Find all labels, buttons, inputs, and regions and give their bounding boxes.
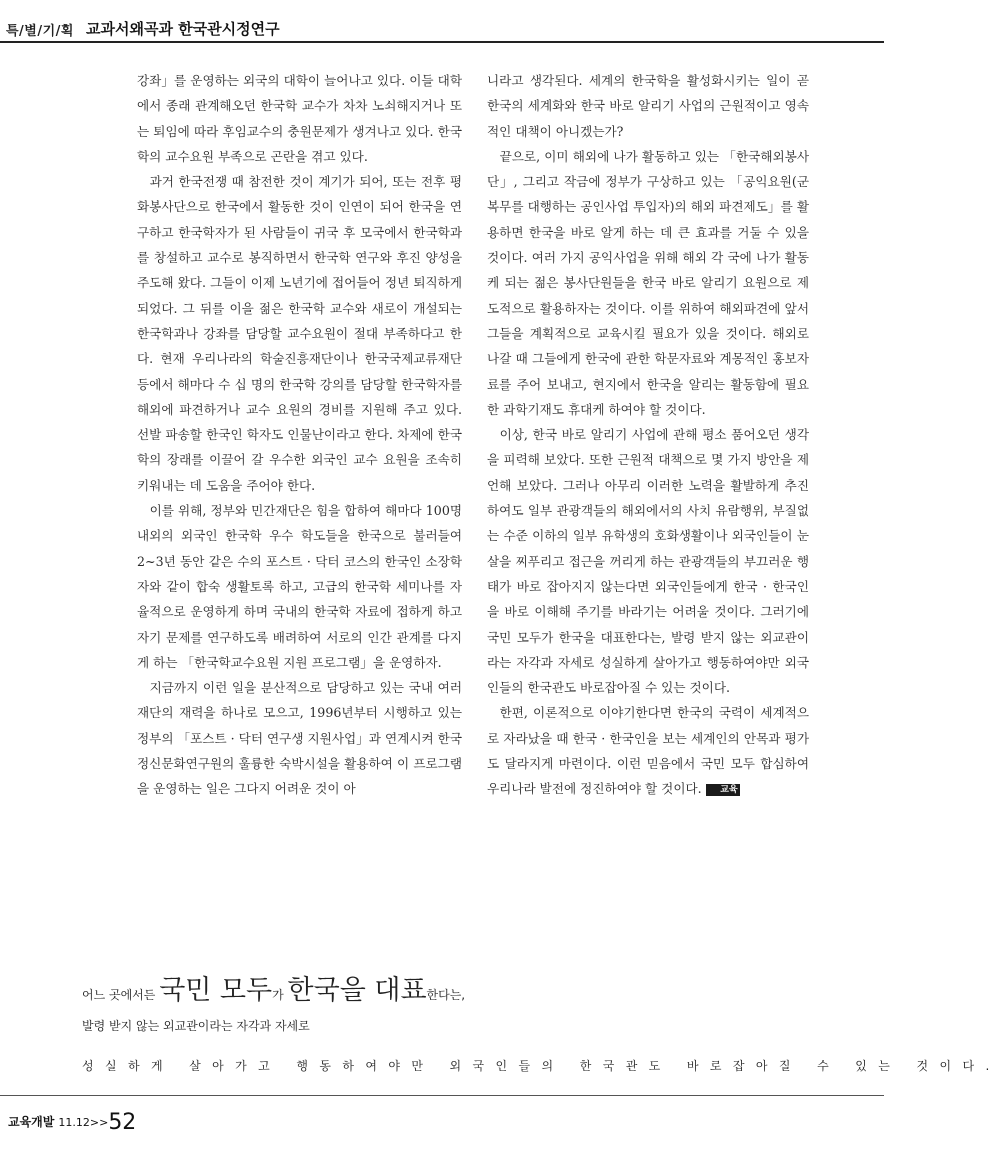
- magazine-name: 교육개발: [8, 1115, 55, 1129]
- pq-emphasis-2: 한국을 대표: [287, 975, 427, 1006]
- pq-text-pre: 어느 곳에서든: [82, 988, 160, 1002]
- paragraph: 니라고 생각된다. 세계의 한국학을 활성화시키는 일이 곧 한국의 세계화와 한국 바로 알리기 사업의 근원적이고 영속적인 대책이 아니겠는가?: [487, 73, 809, 139]
- pq-text-mid: 가: [272, 988, 288, 1002]
- series-label: 특/별/기/획: [6, 24, 74, 39]
- paragraph: 강좌」를 운영하는 외국의 대학이 늘어나고 있다. 이들 대학에서 종래 관계해오던 한국학 교수가 차차 노쇠해지거나 또는 퇴임에 따라 후임교수의 충원문제가 생겨나고 있다. 한국학의 교수요원 부족으로 곤란을 겪고 있다.: [137, 73, 462, 164]
- paragraph: 이상, 한국 바로 알리기 사업에 관해 평소 품어오던 생각을 피력해 보았다. 또한 근원적 대책으로 몇 가지 방안을 제언해 보았다. 그러나 아무리 이러한 노력을 활발하게 추진하여도 일부 관광객들의 해외에서의 사치 유람행위, 부질없는 수준 이하의 일부 유학생의 호화생활이나 외국인들이 눈살을 찌푸리고 접근을 꺼리게 하는 관광객들의 부끄러운 행태가 바로 잡아지지 않는다면 외국인들에게 한국 · 한국인을 바로 이해해 주기를 바라기는 어려울 것이다. 그러기에 국민 모두가 한국을 대표한다는, 발령 받지 않는 외교관이라는 자각과 자세로 성실하게 살아가고 행동하여야만 외국인들의 한국관도 바로잡아질 수 있는 것이다.: [487, 427, 809, 696]
- left-column: [137, 68, 462, 802]
- pull-quote-line-2: 발령 받지 않는 외교관이라는 자각과 자세로: [82, 1019, 310, 1033]
- pq-emphasis-1: 국민 모두: [159, 975, 273, 1006]
- header-rule: [0, 41, 884, 43]
- page-number: 52: [108, 1110, 137, 1135]
- paragraph: 이를 위해, 정부와 민간재단은 힘을 합하여 해마다 100명 내외의 외국인 한국학 우수 학도들을 한국으로 불러들여 2~3년 동안 같은 수의 포스트 · 닥터 코스의 한국인 소장학자와 같이 합숙 생활토록 하고, 고급의 한국학 세미나를 자율적으로 운영하게 하며 국내의 한국학 자료에 접하게 하고 자기 문제를 연구하도록 배려하여 서로의 인간 관계를 다지게 하는 「한국학교수요원 지원 프로그램」을 운영하자.: [137, 503, 462, 670]
- paragraph-last: [487, 700, 809, 801]
- right-column: [487, 68, 809, 802]
- end-mark-icon: 교육: [706, 784, 740, 796]
- issue-number: 11.12>>: [58, 1116, 109, 1129]
- section-title: 교과서왜곡과 한국관시정연구: [86, 20, 280, 38]
- pull-quote-line-1: [82, 972, 822, 1012]
- footer-rule: [0, 1095, 884, 1096]
- paragraph: 끝으로, 이미 해외에 나가 활동하고 있는 「한국해외봉사단」, 그리고 작금에 정부가 구상하고 있는 「공익요원(군복무를 대행하는 공인사업 투입자)의 해외 파견제도」를 활용하면 한국을 바로 알게 하는 데 큰 효과를 거둘 수 있을 것이다. 여러 가지 공익사업을 위해 해외 각 국에 나가 활동케 되는 젊은 봉사단원들을 한국 바로 알리기 요원으로 제도적으로 활용하자는 것이다. 이를 위하여 해외파견에 앞서 그들을 계획적으로 교육시킬 필요가 있을 것이다. 해외로 나갈 때 그들에게 한국에 관한 학문자료와 계몽적인 홍보자료를 주어 보내고, 현지에서 한국을 알리는 활동함에 필요한 과학기재도 휴대케 하여야 할 것이다.: [487, 148, 809, 417]
- paragraph-text: 한편, 이론적으로 이야기한다면 한국의 국력이 세계적으로 자라났을 때 한국 · 한국인을 보는 세계인의 안목과 평가도 달라지게 마련이다. 이런 믿음에서 국민 모두 합심하여 우리나라 발전에 정진하여야 할 것이다.: [487, 705, 809, 797]
- pq-text-post: 한다는,: [426, 988, 466, 1002]
- page-header: [0, 14, 884, 44]
- pull-quote-line-3: 성실하게 살아가고 행동하여야만 외국인들의 한국관도 바로잡아질 수 있는 것이다.: [82, 1059, 1001, 1073]
- page-footer: [8, 1110, 136, 1135]
- paragraph: 과거 한국전쟁 때 참전한 것이 계기가 되어, 또는 전후 평화봉사단으로 한국에서 활동한 것이 인연이 되어 한국을 연구하고 한국학자가 된 사람들이 귀국 후 모국에서 한국학과를 창설하고 교수로 봉직하면서 한국학 연구와 후진 양성을 주도해 왔다. 그들이 이제 노년기에 접어들어 정년 퇴직하게 되었다. 그 뒤를 이을 젊은 한국학 교수와 새로이 개설되는 한국학과나 강좌를 담당할 교수요원이 절대 부족하다고 한다. 현재 우리나라의 학술진흥재단이나 한국국제교류재단 등에서 해마다 수 십 명의 한국학 강의를 담당할 한국학자를 해외에 파견하거나 교수 요원의 경비를 지원해 주고 있다. 선발 파송할 한국인 학자도 인물난이라고 한다. 차제에 한국학의 장래를 이끌어 갈 우수한 외국인 교수 요원을 조속히 키워내는 데 도움을 주어야 한다.: [137, 174, 462, 493]
- pull-quote: [82, 972, 1001, 1076]
- paragraph: 지금까지 이런 일을 분산적으로 담당하고 있는 국내 여러 재단의 재력을 하나로 모으고, 1996년부터 시행하고 있는 정부의 「포스트 · 닥터 연구생 지원사업」과 연계시켜 한국정신문화연구원의 훌륭한 숙박시설을 활용하여 이 프로그램을 운영하는 일은 그다지 어려운 것이 아: [137, 680, 462, 797]
